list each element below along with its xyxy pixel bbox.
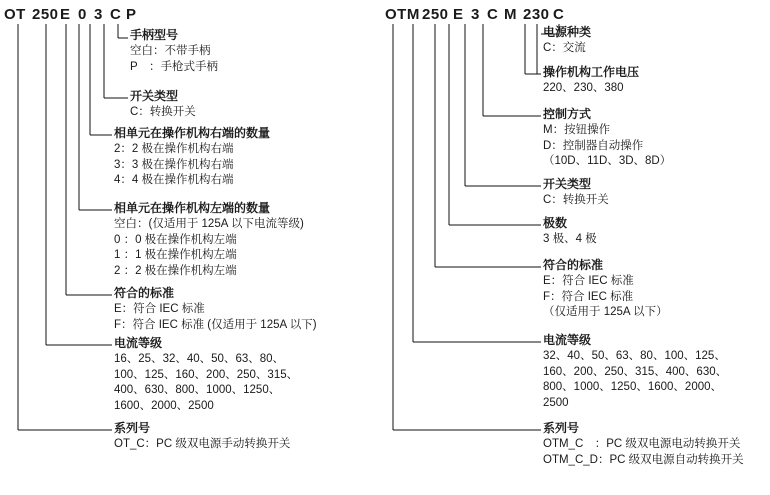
entry-line: OTM_C ：PC 级双电源电动转换开关 (543, 438, 741, 450)
entry-title: 开关类型 (543, 177, 592, 191)
entry-right-poles (114, 125, 270, 189)
entry-title: 手柄型号 (130, 28, 179, 42)
right-code-diagram (385, 0, 770, 495)
entry-line: P ：手枪式手柄 (130, 60, 218, 73)
entry-line: 160、200、250、315、400、630、 (543, 365, 728, 378)
entry-title: 电流等级 (543, 333, 592, 347)
entry-switch-type (543, 176, 609, 209)
entry-line: 800、1000、1250、1600、2000、 (543, 381, 723, 393)
left-code-diagram (0, 0, 380, 495)
code-segment: M (504, 6, 517, 23)
entry-title: 电源种类 (543, 25, 592, 39)
entry-line: C：转换开关 (130, 106, 196, 118)
entry-line: 32、40、50、63、80、100、125、 (543, 350, 726, 362)
entry-line: 2500 (543, 396, 569, 409)
code-segment: 230 (523, 6, 550, 23)
entry-left-poles (114, 200, 304, 279)
entry-line: 空白：不带手柄 (130, 45, 211, 57)
code-segment: P (126, 6, 137, 23)
entry-line: 3 极、4 极 (543, 233, 597, 245)
entry-line: M：按钮操作 (543, 124, 611, 136)
entry-poles (543, 215, 597, 248)
code-segment: 3 (94, 6, 103, 23)
entry-line: 220、230、380 (543, 82, 624, 94)
entry-line: C：交流 (543, 42, 586, 54)
entry-operating-voltage (543, 64, 639, 97)
entry-line: 2：2 极在操作机构右端 (114, 143, 234, 155)
entry-line: 1600、2000、2500 (114, 399, 214, 412)
entry-line: 16、25、32、40、50、63、80、 (114, 353, 285, 365)
entry-line: （仅适用于 125A 以下） (543, 306, 668, 318)
entry-line: C：转换开关 (543, 194, 609, 206)
entry-line: D：控制器自动操作 (543, 139, 644, 152)
entry-line: 400、630、800、1000、1250、 (114, 384, 281, 396)
entry-line: 100、125、160、200、250、315、 (114, 368, 299, 381)
entry-title: 符合的标准 (543, 258, 604, 272)
code-segment: C (487, 6, 499, 23)
entry-line: 3：3 极在操作机构右端 (114, 158, 234, 171)
entry-standard (543, 257, 668, 321)
entry-line: E：符合 IEC 标准 (114, 303, 205, 315)
entry-title: 相单元在操作机构右端的数量 (114, 126, 271, 140)
entry-title: 系列号 (543, 421, 580, 435)
code-segment: 3 (471, 6, 480, 23)
entry-line: F：符合 IEC 标准 (仅适用于 125A 以下) (114, 318, 317, 331)
entry-title: 操作机构工作电压 (543, 65, 640, 79)
code-segment: 250 (32, 6, 59, 23)
entry-line: 空白：(仅适用于 125A 以下电流等级) (114, 218, 304, 230)
entry-current-rating (543, 332, 727, 411)
entry-line: OT_C：PC 级双电源手动转换开关 (114, 438, 291, 450)
entry-line: E：符合 IEC 标准 (543, 275, 634, 287)
code-segment: 0 (78, 6, 87, 23)
entry-line: OTM_C_D：PC 级双电源自动转换开关 (543, 453, 744, 466)
entry-title: 极数 (543, 216, 568, 230)
entry-standard (114, 285, 317, 333)
code-segment: E (453, 6, 464, 23)
entry-title: 电流等级 (114, 336, 163, 350)
code-segment: C (110, 6, 122, 23)
entry-handle-type (130, 27, 218, 75)
entry-title: 符合的标准 (114, 286, 175, 300)
entry-line: （10D、11D、3D、8D） (543, 155, 672, 167)
entry-series (114, 420, 290, 453)
entry-current-rating (114, 335, 298, 414)
entry-control-mode (543, 106, 671, 170)
code-segment: C (553, 6, 565, 23)
entry-title: 系列号 (114, 421, 151, 435)
entry-line: 2 ：2 极在操作机构左端 (114, 264, 237, 277)
code-segment: OT (4, 6, 26, 23)
code-segment: OTM (385, 6, 420, 23)
entry-line: F：符合 IEC 标准 (543, 290, 634, 303)
entry-line: 4：4 极在操作机构右端 (114, 174, 234, 186)
entry-line: 1 ：1 极在操作机构左端 (114, 249, 237, 261)
entry-power-type (543, 24, 591, 57)
entry-switch-type (130, 88, 196, 121)
entry-title: 开关类型 (130, 89, 179, 103)
code-segment: E (60, 6, 71, 23)
entry-series (543, 420, 744, 468)
entry-title: 控制方式 (543, 107, 592, 121)
entry-title: 相单元在操作机构左端的数量 (114, 201, 271, 215)
entry-line: 0 ：0 极在操作机构左端 (114, 233, 237, 246)
code-segment: 250 (422, 6, 449, 23)
